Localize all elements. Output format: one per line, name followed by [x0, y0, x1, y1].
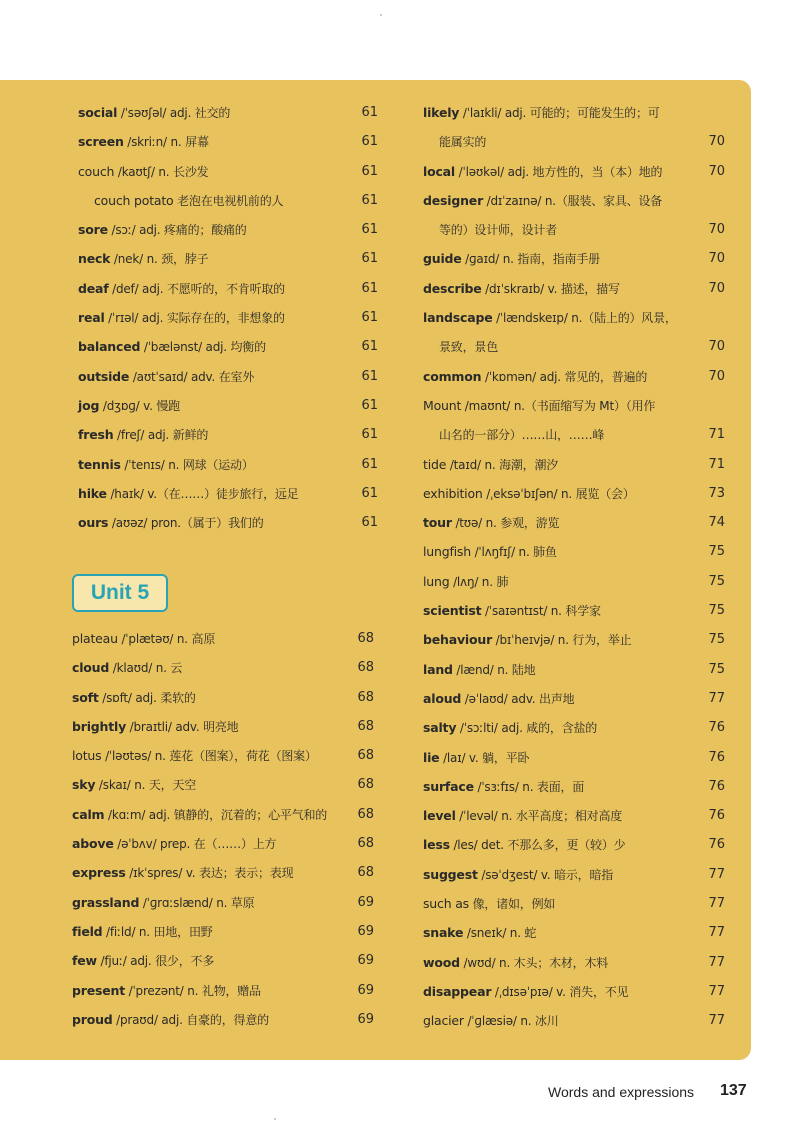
vocab-word: sore — [78, 222, 108, 238]
vocab-word: lotus — [72, 748, 102, 764]
vocab-entry — [423, 889, 725, 918]
vocab-word: such as — [423, 896, 469, 912]
vocab-definition: /ˌdɪsəˈpɪə/ v. 消失，不见 — [491, 984, 629, 999]
vocab-entry — [423, 1006, 725, 1035]
vocab-page-ref: 61 — [361, 456, 378, 472]
vocab-word: soft — [72, 689, 99, 705]
vocab-page-ref: 70 — [708, 222, 725, 238]
vocab-word: present — [72, 982, 125, 998]
vocab-page-ref: 76 — [708, 808, 725, 824]
vocab-definition: /əˈlaʊd/ adv. 出声地 — [461, 691, 575, 706]
vocab-entry — [72, 946, 374, 975]
vocab-page-ref: 68 — [357, 689, 374, 705]
vocab-word: outside — [78, 368, 130, 384]
vocab-entry — [78, 391, 378, 420]
vocab-page-ref: 75 — [708, 632, 725, 648]
vocab-word: hike — [78, 485, 107, 501]
vocab-definition: /dʒɒɡ/ v. 慢跑 — [99, 398, 180, 413]
vocab-definition: /ˌeksəˈbɪʃən/ n. 展览（会） — [482, 486, 635, 501]
vocab-word: designer — [423, 192, 484, 208]
vocab-entry — [78, 98, 378, 127]
vocab-page-ref: 77 — [708, 690, 725, 706]
vocab-definition: /freʃ/ adj. 新鲜的 — [113, 428, 209, 443]
vocab-definition: /aʊtˈsaɪd/ adv. 在室外 — [129, 369, 255, 384]
vocab-word: screen — [78, 134, 124, 150]
vocab-entry — [78, 186, 378, 215]
vocab-page-ref: 77 — [708, 954, 725, 970]
vocab-word: grassland — [72, 894, 140, 910]
vocab-definition: /fiːld/ n. 田地，田野 — [102, 924, 213, 939]
vocab-word: above — [72, 836, 114, 852]
vocab-page-ref: 61 — [361, 368, 378, 384]
vocab-definition: /kɑːm/ adj. 镇静的，沉着的；心平气和的 — [104, 807, 328, 822]
vocab-definition: /ˈlaɪkli/ adj. 可能的；可能发生的；可 — [459, 106, 660, 120]
vocab-word: land — [423, 661, 453, 677]
vocab-entry — [423, 625, 725, 654]
vocab-definition: /sneɪk/ n. 蛇 — [463, 926, 537, 941]
vocab-page-ref: 61 — [361, 485, 378, 501]
vocab-word: real — [78, 310, 105, 326]
vocab-page-ref: 75 — [708, 544, 725, 560]
vocab-word: local — [423, 163, 456, 179]
vocab-column-left-top — [78, 98, 378, 537]
vocab-entry — [72, 800, 374, 829]
vocab-entry — [423, 274, 725, 303]
vocab-definition: /sɔː/ adj. 疼痛的；酸痛的 — [107, 223, 247, 238]
vocab-page-ref: 61 — [361, 105, 378, 120]
vocab-definition: /taɪd/ n. 海潮，潮汐 — [446, 457, 559, 472]
vocab-definition: /ɡaɪd/ n. 指南，指南手册 — [461, 252, 600, 267]
vocab-word: deaf — [78, 280, 109, 296]
vocab-word: scientist — [423, 603, 482, 619]
vocab-entry — [72, 683, 374, 712]
vocab-page-ref: 76 — [708, 837, 725, 853]
vocab-page-ref: 61 — [361, 310, 378, 326]
vocab-entry — [78, 127, 378, 156]
vocab-word: tour — [423, 515, 452, 531]
vocab-entry — [423, 186, 725, 215]
vocab-definition: 等的）设计师，设计者 — [439, 223, 558, 238]
vocab-definition: /ˈləʊkəl/ adj. 地方性的，当（本）地的 — [455, 164, 663, 179]
vocab-entry — [423, 332, 725, 361]
vocab-definition: /klaʊd/ n. 云 — [109, 661, 183, 676]
vocab-page-ref: 77 — [708, 925, 725, 941]
vocab-page-ref: 61 — [361, 251, 378, 267]
vocab-word: behaviour — [423, 632, 493, 648]
vocab-definition: /səˈdʒest/ v. 暗示，暗指 — [477, 867, 614, 882]
vocab-page-ref: 77 — [708, 866, 725, 882]
vocab-word: proud — [72, 1011, 113, 1027]
vocab-entry — [423, 567, 725, 596]
vocab-definition: /skaɪ/ n. 天，天空 — [95, 778, 197, 793]
vocab-page-ref: 61 — [361, 397, 378, 413]
vocab-word: cloud — [72, 660, 110, 676]
vocab-page-ref: 76 — [708, 749, 725, 765]
vocab-word: lungfish — [423, 544, 471, 560]
vocab-entry — [72, 829, 374, 858]
vocab-word: surface — [423, 778, 474, 794]
vocab-page-ref: 70 — [708, 368, 725, 384]
vocab-entry — [423, 450, 725, 479]
vocab-definition: /ˈrɪəl/ adj. 实际存在的，非想象的 — [104, 311, 285, 326]
vocab-entry — [78, 244, 378, 273]
vocab-entry — [72, 888, 374, 917]
vocab-entry — [423, 479, 725, 508]
vocab-word: ours — [78, 515, 109, 531]
vocab-page-ref: 69 — [357, 1011, 374, 1027]
vocab-page-ref: 77 — [708, 983, 725, 999]
vocab-entry — [423, 508, 725, 537]
vocab-definition: /skriːn/ n. 屏幕 — [123, 135, 209, 150]
vocab-definition: /fjuː/ adj. 很少，不多 — [96, 954, 215, 969]
vocab-word: suggest — [423, 866, 478, 882]
vocab-word: tide — [423, 456, 447, 472]
vocab-page-ref: 76 — [708, 720, 725, 736]
footer-title: Words and expressions — [548, 1084, 695, 1100]
vocab-word: less — [423, 837, 450, 853]
vocab-entry — [423, 596, 725, 625]
vocab-entry — [423, 127, 725, 156]
vocab-definition: 山名的一部分）……山，……峰 — [439, 428, 605, 443]
vocab-page-ref: 61 — [361, 515, 378, 531]
vocab-entry — [72, 1005, 374, 1034]
vocab-definition: /def/ adj. 不愿听的，不肯听取的 — [108, 281, 285, 296]
vocab-page-ref: 70 — [708, 251, 725, 267]
vocab-definition: /ˈsəʊʃəl/ adj. 社交的 — [117, 106, 231, 120]
vocab-entry — [72, 917, 374, 946]
vocab-word: tennis — [78, 456, 121, 472]
vocab-entry — [423, 362, 725, 391]
vocab-definition: /ˈɡrɑːslænd/ n. 草原 — [139, 895, 255, 910]
vocab-definition: /maʊnt/ n.（书面缩写为 Mt）（用作 — [461, 398, 656, 413]
vocab-entry — [423, 684, 725, 713]
vocab-entry — [423, 713, 725, 742]
vocab-page-ref: 69 — [357, 923, 374, 939]
vocab-definition: /ˈlevəl/ n. 水平高度；相对高度 — [455, 809, 623, 824]
vocab-entry — [78, 508, 378, 537]
vocab-word: balanced — [78, 339, 141, 355]
vocab-word: aloud — [423, 690, 462, 706]
vocab-word: lie — [423, 749, 440, 765]
vocab-entry — [423, 743, 725, 772]
vocab-word: guide — [423, 251, 462, 267]
vocab-entry — [78, 479, 378, 508]
vocab-word: describe — [423, 280, 482, 296]
vocab-entry — [72, 770, 374, 799]
vocab-definition: /ˈplætəʊ/ n. 高原 — [117, 632, 216, 646]
vocab-entry — [423, 157, 725, 186]
vocab-word: calm — [72, 806, 105, 822]
vocab-word: couch potato — [94, 192, 174, 208]
vocab-entry — [78, 450, 378, 479]
vocab-definition: /ˈləʊtəs/ n. 莲花（图案），荷花（图案） — [101, 749, 317, 764]
vocab-word: social — [78, 105, 118, 120]
vocab-definition: /ˈkɒmən/ adj. 常见的，普遍的 — [481, 369, 648, 384]
scan-speck — [380, 14, 382, 16]
vocab-entry — [78, 274, 378, 303]
vocab-page-ref: 61 — [361, 192, 378, 208]
vocab-definition: /ɪkˈspres/ v. 表达；表示；表现 — [125, 866, 294, 881]
vocab-definition: /ˈlændskeɪp/ n.（陆上的）风景， — [492, 311, 677, 326]
vocab-word: exhibition — [423, 485, 483, 501]
vocab-page-ref: 71 — [708, 427, 725, 443]
vocab-entry — [423, 830, 725, 859]
vocab-word: field — [72, 923, 103, 939]
vocab-entry — [78, 303, 378, 332]
vocab-word: level — [423, 808, 456, 824]
vocab-definition: /bɪˈheɪvjə/ n. 行为，举止 — [492, 633, 632, 648]
vocab-definition: /ˈtenɪs/ n. 网球（运动） — [120, 457, 254, 472]
vocab-definition: /haɪk/ v.（在……）徒步旅行，远足 — [106, 486, 299, 501]
vocab-entry — [423, 391, 725, 420]
vocab-definition: 老泡在电视机前的人 — [173, 193, 284, 208]
vocab-definition: /kaʊtʃ/ n. 长沙发 — [114, 164, 209, 179]
vocab-page-ref: 76 — [708, 778, 725, 794]
vocab-page-ref: 68 — [357, 865, 374, 881]
vocab-word: few — [72, 953, 97, 969]
vocab-entry — [423, 420, 725, 449]
vocab-page-ref: 68 — [357, 660, 374, 676]
vocab-definition: /ˈlʌŋfɪʃ/ n. 肺鱼 — [470, 545, 557, 560]
vocab-word: couch — [78, 163, 115, 179]
vocab-page-ref: 73 — [708, 485, 725, 501]
vocab-page-ref: 71 — [708, 456, 725, 472]
vocab-word: sky — [72, 777, 96, 793]
vocab-word: wood — [423, 954, 460, 970]
vocab-page-ref: 77 — [708, 1013, 725, 1029]
vocab-definition: /lænd/ n. 陆地 — [452, 662, 536, 677]
vocab-entry — [72, 653, 374, 682]
vocab-word: disappear — [423, 983, 492, 999]
vocab-definition: /ˈɡlæsiə/ n. 冰川 — [463, 1014, 559, 1029]
vocab-page-ref: 75 — [708, 573, 725, 589]
vocab-definition: 景致，景色 — [439, 340, 499, 355]
vocab-definition: /ˈprezənt/ n. 礼物，赠品 — [124, 983, 261, 998]
vocab-page-ref: 61 — [361, 134, 378, 150]
vocab-page-ref: 70 — [708, 134, 725, 150]
vocab-definition: /laɪ/ v. 躺，平卧 — [439, 750, 530, 765]
vocab-definition: /lʌŋ/ n. 肺 — [449, 574, 509, 589]
vocab-page-ref: 68 — [357, 631, 374, 646]
vocab-word: snake — [423, 925, 464, 941]
vocab-entry — [423, 655, 725, 684]
vocab-definition: /les/ det. 不那么多，更（较）少 — [449, 838, 626, 853]
vocab-page-ref: 61 — [361, 222, 378, 238]
vocab-word: fresh — [78, 427, 114, 443]
vocab-entry — [72, 976, 374, 1005]
vocab-definition: /nek/ n. 颈，脖子 — [110, 252, 209, 267]
vocab-word: salty — [423, 720, 457, 736]
vocab-definition: 像，诸如，例如 — [468, 897, 556, 912]
vocab-entry — [423, 772, 725, 801]
vocab-column-left-bottom — [72, 624, 374, 1034]
vocab-page-ref: 68 — [357, 806, 374, 822]
vocab-column-right — [423, 98, 725, 1036]
vocab-definition: /praʊd/ adj. 自豪的，得意的 — [112, 1012, 269, 1027]
unit-heading: Unit 5 — [72, 574, 168, 612]
vocab-definition: /ˈsɔːlti/ adj. 咸的，含盐的 — [456, 721, 598, 736]
vocab-definition: /dɪˈzaɪnə/ n.（服装、家具、设备 — [483, 193, 663, 208]
scan-speck — [274, 1118, 276, 1120]
vocab-definition: /ˈsɜːfɪs/ n. 表面，面 — [473, 779, 585, 794]
vocab-entry — [423, 948, 725, 977]
page-number: 137 — [720, 1082, 747, 1099]
vocab-entry — [423, 244, 725, 273]
vocab-entry — [78, 157, 378, 186]
vocab-entry — [423, 303, 725, 332]
vocab-definition: /aʊəz/ pron.（属于）我们的 — [108, 516, 264, 531]
vocab-word: lung — [423, 573, 450, 589]
vocab-entry — [423, 537, 725, 566]
vocab-page-ref: 75 — [708, 661, 725, 677]
vocab-entry — [78, 215, 378, 244]
vocab-entry — [78, 332, 378, 361]
vocab-definition: /wʊd/ n. 木头；木材，木料 — [459, 955, 609, 970]
vocab-page-ref: 68 — [357, 836, 374, 852]
vocab-page-ref: 75 — [708, 603, 725, 619]
vocab-word: jog — [78, 397, 100, 413]
vocab-definition: /ˈbælənst/ adj. 均衡的 — [140, 340, 266, 355]
vocab-page-ref: 74 — [708, 515, 725, 531]
vocab-definition: /tʊə/ n. 参观，游览 — [451, 516, 560, 531]
vocab-word: neck — [78, 251, 111, 267]
vocab-word: likely — [423, 105, 460, 120]
vocab-entry — [78, 362, 378, 391]
vocab-definition: /əˈbʌv/ prep. 在（……）上方 — [113, 837, 277, 852]
vocab-word: brightly — [72, 718, 127, 734]
vocab-definition: /dɪˈskraɪb/ v. 描述，描写 — [481, 281, 620, 296]
vocab-entry — [72, 624, 374, 653]
vocab-entry — [72, 741, 374, 770]
vocab-entry — [72, 858, 374, 887]
vocab-page-ref: 70 — [708, 163, 725, 179]
vocab-entry — [423, 977, 725, 1006]
vocab-word: express — [72, 865, 126, 881]
vocab-definition: /braɪtli/ adv. 明亮地 — [126, 719, 239, 734]
vocab-page-ref: 68 — [357, 718, 374, 734]
vocab-page-ref: 68 — [357, 777, 374, 793]
vocab-entry — [78, 420, 378, 449]
vocab-page-ref: 61 — [361, 427, 378, 443]
vocab-entry — [423, 215, 725, 244]
vocab-entry — [423, 918, 725, 947]
vocab-page-ref: 70 — [708, 339, 725, 355]
vocab-definition: /sɒft/ adj. 柔软的 — [98, 690, 196, 705]
vocab-word: glacier — [423, 1013, 464, 1029]
vocab-word: plateau — [72, 631, 118, 646]
vocab-page-ref: 70 — [708, 280, 725, 296]
vocab-page-ref: 68 — [357, 748, 374, 764]
vocab-page-ref: 69 — [357, 894, 374, 910]
vocab-entry — [423, 860, 725, 889]
vocab-page-ref: 77 — [708, 896, 725, 912]
vocab-page-ref: 61 — [361, 339, 378, 355]
vocab-entry — [423, 801, 725, 830]
vocab-word: common — [423, 368, 482, 384]
vocab-page-ref: 61 — [361, 280, 378, 296]
vocab-page-ref: 69 — [357, 953, 374, 969]
vocab-page-ref: 69 — [357, 982, 374, 998]
vocab-entry — [72, 712, 374, 741]
vocab-page-ref: 61 — [361, 163, 378, 179]
vocab-definition: /ˈsaɪəntɪst/ n. 科学家 — [481, 604, 601, 619]
vocab-word: Mount — [423, 397, 462, 413]
vocab-word: landscape — [423, 310, 493, 326]
vocab-definition: 能属实的 — [439, 135, 487, 150]
vocab-entry — [423, 98, 725, 127]
